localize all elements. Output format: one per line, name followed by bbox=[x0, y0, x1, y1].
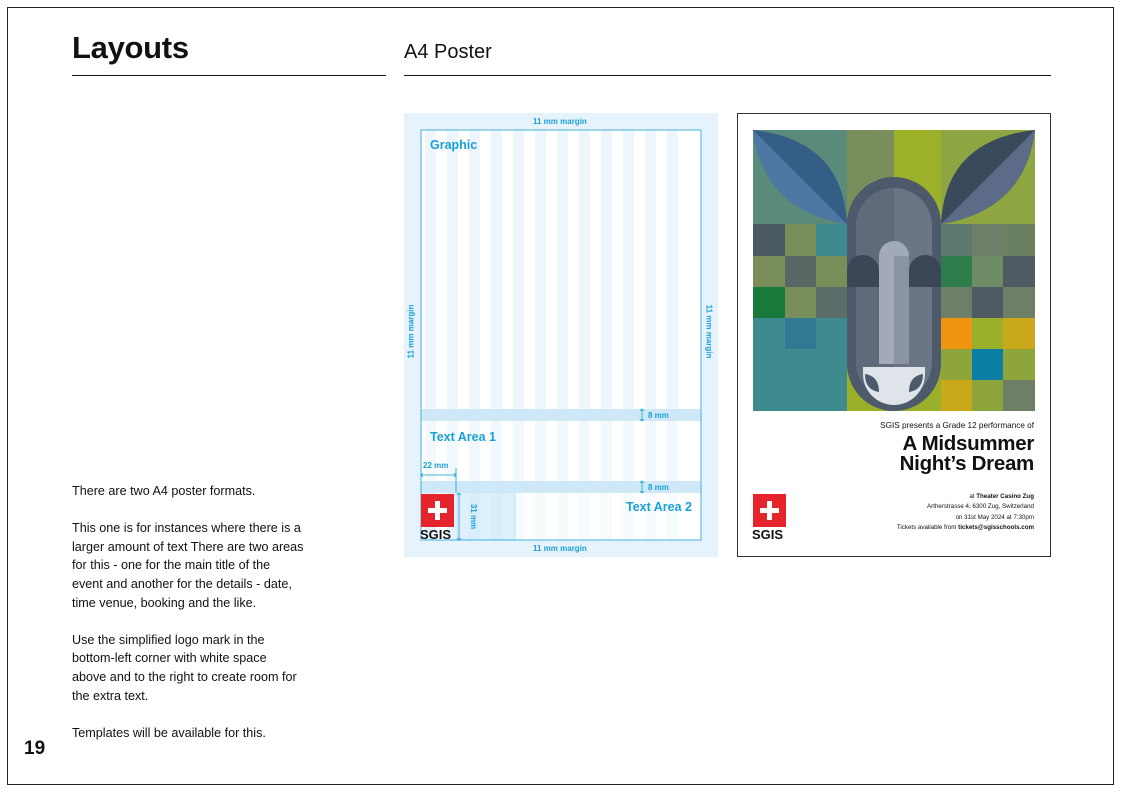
poster-tagline: SGIS presents a Grade 12 performance of bbox=[880, 421, 1034, 430]
page-title: Layouts bbox=[72, 30, 189, 65]
poster-logo-word: SGIS bbox=[752, 527, 784, 542]
cross-icon bbox=[753, 494, 786, 527]
poster-tickets-prefix: Tickets available from bbox=[896, 524, 959, 532]
poster-title bbox=[900, 434, 1034, 474]
top-margin-label: 11 mm margin bbox=[533, 117, 587, 126]
template-grid bbox=[404, 113, 718, 557]
poster-artwork bbox=[753, 130, 1035, 411]
gap-label-2: 8 mm bbox=[648, 483, 669, 492]
left-margin-label: 11 mm margin bbox=[406, 304, 416, 359]
poster-tickets-email: tickets@sgisschools.com bbox=[958, 524, 1034, 532]
poster-details bbox=[897, 492, 1034, 534]
poster-tickets bbox=[897, 523, 1034, 533]
right-margin-label: 11 mm margin bbox=[704, 304, 714, 359]
text-area-1-label: Text Area 1 bbox=[430, 430, 497, 444]
poster-venue-prefix: at bbox=[969, 493, 977, 500]
poster-date-time: on 31st May 2024 at 7:30pm bbox=[955, 513, 1034, 521]
paragraph-templates: Templates will be available for this. bbox=[72, 725, 266, 740]
template-logo-word: SGIS bbox=[420, 527, 452, 542]
poster-template-diagram bbox=[404, 113, 718, 557]
logo-height-label: 31 mm bbox=[469, 503, 479, 530]
text-area-2-label: Text Area 2 bbox=[626, 500, 693, 514]
poster-venue bbox=[897, 492, 1034, 502]
poster-title-line-1: A Midsummer bbox=[902, 432, 1034, 455]
gap-label-1: 8 mm bbox=[648, 411, 669, 420]
page-number: 19 bbox=[24, 738, 46, 759]
paragraph-logo-mark: Use the simplified logo mark in the bottom-left corner with white space above and to the right to create room for the extra text. bbox=[72, 632, 297, 703]
poster-logo-mark bbox=[753, 494, 786, 527]
paragraph-text-areas: This one is for instances where there is a larger amount of text There are two areas for this - one for the main title of the event and another for the details - date, time venue, booking and the like. bbox=[72, 521, 304, 610]
poster-venue-name: Theater Casino Zug bbox=[976, 493, 1034, 500]
logo-width-label: 22 mm bbox=[423, 461, 449, 470]
title-rule bbox=[72, 75, 386, 76]
poster-example bbox=[737, 113, 1051, 557]
poster-address: Artherstrasse 4, 6300 Zug, Switzerland bbox=[927, 503, 1034, 511]
description-text bbox=[72, 482, 304, 761]
paragraph-formats: There are two A4 poster formats. bbox=[72, 484, 256, 498]
graphic-area-label: Graphic bbox=[430, 138, 478, 152]
bottom-margin-label: 11 mm margin bbox=[533, 544, 587, 553]
poster-title-line-2: Night’s Dream bbox=[899, 452, 1034, 475]
section-subtitle: A4 Poster bbox=[404, 41, 492, 63]
subtitle-rule bbox=[404, 75, 1051, 76]
